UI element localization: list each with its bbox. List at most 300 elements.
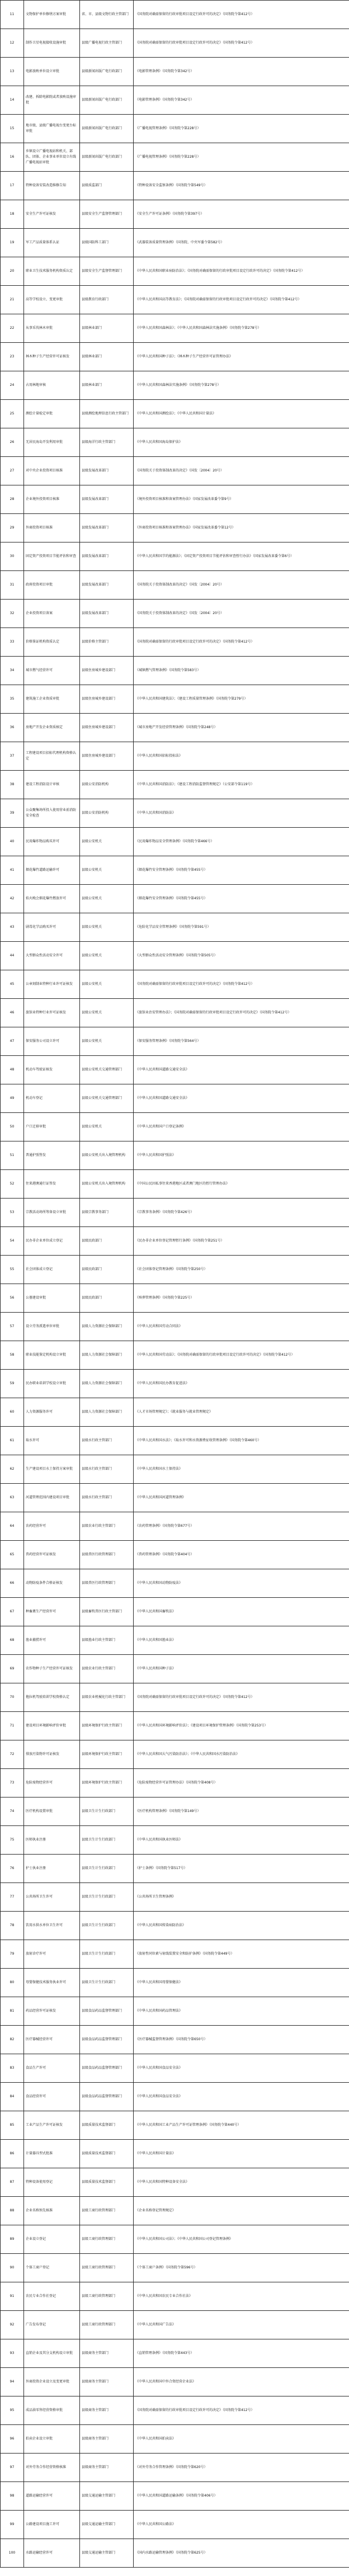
implementing-department: 县级工商行政管理部门 (80, 2197, 134, 2225)
table-row (1, 1256, 349, 1284)
legal-basis: 《国务院对确需保留的行政审批项目设定行政许可的决定》（国务院令第412号） (134, 970, 349, 999)
item-name: 公墓建设审批 (24, 1284, 80, 1313)
row-number: 58 (1, 1341, 24, 1370)
implementing-department: 县级水行政主管部门 (80, 1484, 134, 1512)
item-name: 直销企业及其分支机构设立审批 (24, 2339, 80, 2368)
row-number: 44 (1, 942, 24, 970)
implementing-department: 县级民政部门 (80, 1227, 134, 1256)
implementing-department: 县级食品药品监督管理部门 (80, 1997, 134, 2026)
legal-basis: 《中华人民共和国护照法》 (134, 1141, 349, 1170)
table-row (1, 2254, 349, 2282)
legal-basis: 《国务院对确需保留的行政审批项目设定行政许可的决定》（国务院令第412号） (134, 1, 349, 29)
row-number: 32 (1, 600, 24, 628)
implementing-department: 县级公安机关 (80, 999, 134, 1027)
row-number: 11 (1, 1, 24, 29)
table-row (1, 1199, 349, 1227)
implementing-department: 县级公安机关 (80, 885, 134, 913)
table-row (1, 657, 349, 685)
implementing-department: 县级安全生产监督管理部门 (80, 257, 134, 286)
table-row (1, 1113, 349, 1141)
row-number: 31 (1, 571, 24, 600)
table-row (1, 286, 349, 314)
row-number: 26 (1, 428, 24, 457)
row-number: 82 (1, 2026, 24, 2054)
table-row (1, 485, 349, 514)
row-number: 87 (1, 2168, 24, 2197)
table-row (1, 428, 349, 457)
table-row (1, 2225, 349, 2254)
row-number: 89 (1, 2225, 24, 2254)
legal-basis: 《中华人民共和国测绘法》；《中华人民共和国计量法》 (134, 400, 349, 428)
legal-basis: 《中华人民共和国消防法》 (134, 799, 349, 828)
table-row (1, 86, 349, 115)
table-row (1, 1883, 349, 1912)
legal-basis: 《中华人民共和国招标投标法》 (134, 742, 349, 771)
implementing-department: 县级海洋行政主管部门 (80, 428, 134, 457)
table-row (1, 1997, 349, 2026)
table-row (1, 2026, 349, 2054)
implementing-department: 县级新闻出版广电行政部门 (80, 115, 134, 143)
item-name: 医疗机构设置审批 (24, 1797, 80, 1826)
implementing-department: 县级公安机关 (80, 1027, 134, 1056)
implementing-department: 县级卫生计生行政部门 (80, 1912, 134, 1940)
row-number: 85 (1, 2111, 24, 2140)
legal-basis: 《中华人民共和国种子法》 (134, 1655, 349, 1683)
row-number: 70 (1, 1683, 24, 1712)
row-number: 24 (1, 371, 24, 400)
legal-basis: 《烟花爆竹安全管理条例》（国务院令第455号） (134, 885, 349, 913)
row-number: 88 (1, 2197, 24, 2225)
approval-items-body (1, 1, 349, 2568)
table-row (1, 172, 349, 200)
implementing-department: 县级兽医行政管理部门 (80, 1541, 134, 1569)
implementing-department: 县级人力资源社会保障部门 (80, 1370, 134, 1398)
table-row (1, 1056, 349, 1084)
item-name: 文物保护单位修缮方案审批 (24, 1, 80, 29)
item-name: 建筑施工企业资质审批 (24, 685, 80, 714)
item-name: 拍卖企业设立审批 (24, 2425, 80, 2454)
item-name: 高等学校设立、变更审批 (24, 286, 80, 314)
implementing-department: 县级发展改革部门 (80, 600, 134, 628)
implementing-department: 县级人力资源社会保障部门 (80, 1313, 134, 1341)
table-row (1, 1541, 349, 1569)
row-number: 80 (1, 1969, 24, 1997)
item-name: 医师执业注册 (24, 1826, 80, 1855)
legal-basis: 《中华人民共和国劳动法》；《国务院对确需保留的行政审批项目设定行政许可的决定》（国务院令第412号） (134, 1341, 349, 1370)
row-number: 50 (1, 1113, 24, 1141)
legal-basis: 《企业名称登记管理规定》 (134, 2197, 349, 2225)
implementing-department: 县级国防科工部门 (80, 229, 134, 257)
legal-basis: 《旅馆业治安管理办法》；《国务院对确需保留的行政审批项目设定行政许可的决定》（国务院令第412号） (134, 999, 349, 1027)
implementing-department: 县级教育行政部门 (80, 286, 134, 314)
item-name: 改建、拆除电影院或者放映设施审批 (24, 86, 80, 115)
item-name: 种畜禽生产经营许可 (24, 1598, 80, 1626)
item-name: 林木种子生产经营许可证核发 (24, 343, 80, 371)
legal-basis: 《人才市场管理规定》；《就业服务与就业管理规定》 (134, 1398, 349, 1427)
item-name: 宗教活动场所筹备设立审批 (24, 1199, 80, 1227)
row-number: 45 (1, 970, 24, 999)
implementing-department: 县级新闻出版广电行政部门 (80, 58, 134, 86)
item-name: 民办职业培训学校设立审批 (24, 1370, 80, 1398)
implementing-department: 县级工商行政管理部门 (80, 2254, 134, 2282)
legal-basis: 《直销管理条例》（国务院令第443号） (134, 2339, 349, 2368)
item-name: 地市级、县级广播电视台变更台标审批 (24, 115, 80, 143)
implementing-department: 县级人力资源社会保障部门 (80, 1398, 134, 1427)
table-row (1, 771, 349, 799)
legal-basis: 《中华人民共和国劳动合同法》 (134, 1313, 349, 1341)
table-row (1, 1655, 349, 1683)
table-row (1, 1398, 349, 1427)
implementing-department: 县级安全生产监督管理部门 (80, 200, 134, 229)
table-row (1, 229, 349, 257)
table-row (1, 1284, 349, 1313)
row-number: 73 (1, 1769, 24, 1797)
row-number: 27 (1, 457, 24, 485)
item-name: 放射诊疗许可 (24, 1940, 80, 1969)
item-name: 个体工商户登记 (24, 2254, 80, 2282)
legal-basis: 《境外投资项目核准和备案管理办法》（国家发展改革委令第9号） (134, 485, 349, 514)
item-name: 企业境外投资项目核准 (24, 485, 80, 514)
legal-basis: 《中华人民共和国工业产品生产许可证管理条例》（国务院令第440号） (134, 2111, 349, 2140)
item-name: 职业技能鉴定机构设立审批 (24, 1341, 80, 1370)
legal-basis: 《中华人民共和国河道管理条例》 (134, 1484, 349, 1512)
legal-basis: 《国务院关于投资体制改革的决定》（国发〔2004〕20号） (134, 457, 349, 485)
legal-basis: 《中华人民共和国农民专业合作社法》 (134, 2282, 349, 2311)
row-number: 61 (1, 1427, 24, 1455)
table-row (1, 1683, 349, 1712)
row-number: 49 (1, 1084, 24, 1113)
implementing-department: 县级公安机关 (80, 828, 134, 856)
row-number: 30 (1, 542, 24, 571)
legal-basis: 《中华人民共和国食品安全法》 (134, 2054, 349, 2083)
legal-basis: 《医疗机构管理条例》（国务院令第149号） (134, 1797, 349, 1826)
legal-basis: 《中华人民共和国传染病防治法》 (134, 1912, 349, 1940)
item-name: 对外劳务合作经营资格核准 (24, 2454, 80, 2482)
legal-basis: 《大型群众性活动安全管理条例》（国务院令第505号） (134, 942, 349, 970)
row-number: 99 (1, 2511, 24, 2539)
row-number: 19 (1, 229, 24, 257)
row-number: 12 (1, 29, 24, 58)
row-number: 36 (1, 714, 24, 742)
row-number: 52 (1, 1170, 24, 1199)
legal-basis: 《兽药管理条例》（国务院令第404号） (134, 1541, 349, 1569)
item-name: 水路运输经营许可 (24, 2539, 80, 2568)
item-name: 军工产品质量体系认证 (24, 229, 80, 257)
table-row (1, 400, 349, 428)
row-number: 28 (1, 485, 24, 514)
legal-basis: 《中华人民共和国节约能源法》；《固定资产投资项目节能评估和审查暂行办法》（国家发展改革委令第6号） (134, 542, 349, 571)
implementing-department: 县级环境保护行政主管部门 (80, 1740, 134, 1769)
row-number: 93 (1, 2339, 24, 2368)
row-number: 33 (1, 628, 24, 657)
implementing-department: 县级广播电视行政主管部门 (80, 29, 134, 58)
implementing-department: 县级宗教事务部门 (80, 1199, 134, 1227)
table-row (1, 1027, 349, 1056)
legal-basis: 《放射性同位素与射线装置安全和防护条例》（国务院令第449号） (134, 1940, 349, 1969)
implementing-department: 省、市、县级文物行政主管部门 (80, 1, 134, 29)
item-name: 成品油零售经营资格审批 (24, 2396, 80, 2425)
item-name: 固定资产投资项目节能评估和审查 (24, 542, 80, 571)
item-name: 护士执业注册 (24, 1855, 80, 1883)
legal-basis: 《烟花爆竹安全管理条例》（国务院令第455号） (134, 856, 349, 885)
table-row (1, 2282, 349, 2311)
table-row (1, 2168, 349, 2197)
table-row (1, 1855, 349, 1883)
row-number: 76 (1, 1855, 24, 1883)
table-row (1, 1170, 349, 1199)
table-row (1, 2425, 349, 2454)
table-row (1, 913, 349, 942)
item-name: 价格鉴证机构资质认定 (24, 628, 80, 657)
table-row (1, 1370, 349, 1398)
legal-basis: 《国务院对确需保留的行政审批项目设定行政许可的决定》（国务院令第412号） (134, 628, 349, 657)
row-number: 53 (1, 1199, 24, 1227)
implementing-department: 县级公安机关 (80, 1113, 134, 1141)
row-number: 67 (1, 1598, 24, 1626)
legal-basis: 《国务院对确需保留的行政审批项目设定行政许可的决定》（国务院令第412号） (134, 1683, 349, 1712)
implementing-department: 县级公安消防机构 (80, 771, 134, 799)
table-row (1, 115, 349, 143)
implementing-department: 县级工商行政管理部门 (80, 2225, 134, 2254)
table-row (1, 1826, 349, 1855)
legal-basis: 《护士条例》（国务院令第517号） (134, 1855, 349, 1883)
item-name: 农药经营许可 (24, 1512, 80, 1541)
item-name: 企业设立登记 (24, 2225, 80, 2254)
table-row (1, 1512, 349, 1541)
implementing-department: 县级农业行政主管部门 (80, 1512, 134, 1541)
legal-basis: 《中华人民共和国畜牧法》 (134, 1598, 349, 1626)
item-name: 政府投资项目审批 (24, 571, 80, 600)
item-name: 食品生产许可 (24, 2054, 80, 2083)
implementing-department: 县级卫生计生行政部门 (80, 1826, 134, 1855)
item-name: 户口迁移审批 (24, 1113, 80, 1141)
item-name: 剧毒化学品购买许可 (24, 913, 80, 942)
implementing-department: 县级畜牧兽医行政主管部门 (80, 1598, 134, 1626)
row-number: 35 (1, 685, 24, 714)
row-number: 81 (1, 1997, 24, 2026)
implementing-department: 县级质量技术监督部门 (80, 2140, 134, 2168)
item-name: 乡镇设立广播电视站和机关、部队、团体、企业事业单位设立有线广播电视站审批 (24, 143, 80, 172)
table-row (1, 2339, 349, 2368)
table-row (1, 2140, 349, 2168)
legal-basis: 《中华人民共和国动物防疫法》 (134, 1569, 349, 1598)
item-name: 社会团体成立登记 (24, 1256, 80, 1284)
implementing-department: 县级卫生计生行政部门 (80, 1797, 134, 1826)
row-number: 48 (1, 1056, 24, 1084)
table-row (1, 2368, 349, 2396)
item-name: 对中央企业投资项目核准 (24, 457, 80, 485)
implementing-department: 县级住房城乡建设部门 (80, 685, 134, 714)
table-row (1, 1341, 349, 1370)
item-name: 民办非企业单位成立登记 (24, 1227, 80, 1256)
legal-basis: 《危险废物经营许可证管理办法》（国务院令第408号） (134, 1769, 349, 1797)
legal-basis: 《中华人民共和国消防法》；《建设工程消防监督管理规定》（公安部令第119号） (134, 771, 349, 799)
row-number: 41 (1, 856, 24, 885)
legal-basis: 《医疗器械监督管理条例》（国务院令第650号） (134, 2026, 349, 2054)
row-number: 96 (1, 2425, 24, 2454)
table-row (1, 200, 349, 229)
table-row (1, 29, 349, 58)
table-row (1, 942, 349, 970)
implementing-department: 县级环境保护行政主管部门 (80, 1712, 134, 1740)
legal-basis: 《中华人民共和国建筑法》；《建设工程质量管理条例》（国务院令第279号） (134, 685, 349, 714)
item-name: 机动车登记 (24, 1084, 80, 1113)
table-row (1, 343, 349, 371)
item-name: 保安服务公司设立许可 (24, 1027, 80, 1056)
implementing-department: 县级商务主管部门 (80, 2454, 134, 2482)
table-row (1, 1141, 349, 1170)
legal-basis: 《中华人民共和国拍卖法》 (134, 2425, 349, 2454)
implementing-department: 县级新闻出版广电行政部门 (80, 143, 134, 172)
implementing-department: 县级公安消防机构 (80, 799, 134, 828)
legal-basis: 《城市房地产开发经营管理条例》（国务院令第248号） (134, 714, 349, 742)
row-number: 16 (1, 143, 24, 172)
legal-basis: 《中华人民共和国道路交通安全法》 (134, 1056, 349, 1084)
item-name: 旅馆业特种行业许可证核发 (24, 999, 80, 1027)
table-row (1, 2454, 349, 2482)
item-name: 拖拉机驾驶培训学校资格认定 (24, 1683, 80, 1712)
legal-basis: 《安全生产许可证条例》（国务院令第397号） (134, 200, 349, 229)
item-name: 企业名称预先核准 (24, 2197, 80, 2225)
item-name: 河道管理范围内建设项目审批 (24, 1484, 80, 1512)
table-row (1, 2083, 349, 2111)
implementing-department: 县级卫生计生行政部门 (80, 1969, 134, 1997)
row-number: 59 (1, 1370, 24, 1398)
implementing-department: 县级价格主管部门 (80, 628, 134, 657)
item-name: 制作卫星电视接收设施审批 (24, 29, 80, 58)
row-number: 60 (1, 1398, 24, 1427)
table-row (1, 58, 349, 86)
implementing-department: 县级渔业行政主管部门 (80, 1626, 134, 1655)
row-number: 39 (1, 799, 24, 828)
table-row (1, 1484, 349, 1512)
implementing-department: 县级工商行政管理部门 (80, 2282, 134, 2311)
legal-basis: 《社会团体登记管理条例》（国务院令第250号） (134, 1256, 349, 1284)
legal-basis: 《中华人民共和国母婴保健法》 (134, 1969, 349, 1997)
implementing-department: 县级农业机械化行政主管部门 (80, 1683, 134, 1712)
implementing-department: 县级农业行政主管部门 (80, 1655, 134, 1683)
table-row (1, 1598, 349, 1626)
implementing-department: 县级公安机关 (80, 942, 134, 970)
row-number: 40 (1, 828, 24, 856)
row-number: 98 (1, 2482, 24, 2511)
table-row (1, 2511, 349, 2539)
item-name: 农作物种子生产经营许可证核发 (24, 1655, 80, 1683)
row-number: 34 (1, 657, 24, 685)
table-row (1, 999, 349, 1027)
item-name: 动物防疫条件合格证核发 (24, 1569, 80, 1598)
item-name: 职业卫生技术服务机构资质认定 (24, 257, 80, 286)
implementing-department: 县级公安机关 (80, 913, 134, 942)
legal-basis: 《电影管理条例》（国务院令第342号） (134, 86, 349, 115)
legal-basis: 《个体工商户条例》（国务院令第596号） (134, 2254, 349, 2282)
implementing-department: 县级发展改革部门 (80, 457, 134, 485)
row-number: 97 (1, 2454, 24, 2482)
legal-basis: 《中华人民共和国公路法》 (134, 2511, 349, 2539)
legal-basis: 《国务院对确需保留的行政审批项目设定行政许可的决定》（国务院令第412号） (134, 29, 349, 58)
table-row (1, 2054, 349, 2083)
legal-basis: 《中华人民共和国药品管理法》 (134, 1997, 349, 2026)
row-number: 18 (1, 200, 24, 229)
row-number: 86 (1, 2140, 24, 2168)
legal-basis: 《中华人民共和国民办教育促进法》 (134, 1370, 349, 1398)
legal-basis: 《中华人民共和国高等教育法》；《国务院对确需保留的行政审批项目设定行政许可的决定》（国务院令第412号） (134, 286, 349, 314)
legal-basis: 《电影管理条例》（国务院令第342号） (134, 58, 349, 86)
row-number: 69 (1, 1655, 24, 1683)
legal-basis: 《国务院关于投资体制改革的决定》（国发〔2004〕20号） (134, 571, 349, 600)
table-row (1, 257, 349, 286)
implementing-department: 县级民政部门 (80, 1256, 134, 1284)
row-number: 14 (1, 86, 24, 115)
table-row (1, 1427, 349, 1455)
item-name: 母婴保健技术服务执业许可 (24, 1969, 80, 1997)
table-row (1, 685, 349, 714)
table-row (1, 799, 349, 828)
table-row (1, 1797, 349, 1826)
table-row (1, 314, 349, 343)
table-row (1, 457, 349, 485)
implementing-department: 县级林业部门 (80, 371, 134, 400)
item-name: 普通护照签发 (24, 1141, 80, 1170)
row-number: 25 (1, 400, 24, 428)
item-name: 设立劳务派遣单位审批 (24, 1313, 80, 1341)
row-number: 65 (1, 1541, 24, 1569)
legal-basis: 《中华人民共和国渔业法》 (134, 1626, 349, 1655)
table-row (1, 1313, 349, 1341)
item-name: 企业投资项目备案 (24, 600, 80, 628)
row-number: 62 (1, 1455, 24, 1484)
legal-basis: 《中华人民共和国公司法》；《中华人民共和国公司登记管理条例》 (134, 2225, 349, 2254)
legal-basis: 《中华人民共和国道路运输条例》（国务院令第406号） (134, 2482, 349, 2511)
implementing-department: 县级住房城乡建设部门 (80, 742, 134, 771)
implementing-department: 县级交通运输主管部门 (80, 2539, 134, 2568)
row-number: 79 (1, 1940, 24, 1969)
item-name: 焰火晚会烟花爆竹燃放许可 (24, 885, 80, 913)
row-number: 42 (1, 885, 24, 913)
legal-basis: 《武器装备质量管理条例》（国务院、中央军委令第582号） (134, 229, 349, 257)
legal-basis: 《中华人民共和国户口登记条例》 (134, 1113, 349, 1141)
table-row (1, 1084, 349, 1113)
table-row (1, 1940, 349, 1969)
row-number: 90 (1, 2254, 24, 2282)
implementing-department: 县级食品药品监督管理部门 (80, 2054, 134, 2083)
item-name: 危险废物经营许可 (24, 1769, 80, 1797)
item-name: 特种设备使用登记 (24, 2168, 80, 2197)
table-row (1, 885, 349, 913)
item-name: 民用爆炸物品购买许可 (24, 828, 80, 856)
row-number: 13 (1, 58, 24, 86)
item-name: 公章刻制业特种行业许可证核发 (24, 970, 80, 999)
row-number: 38 (1, 771, 24, 799)
table-row (1, 1740, 349, 1769)
legal-basis: 《中国公民因私事往来香港地区或者澳门地区的暂行管理办法》 (134, 1170, 349, 1199)
item-name: 建设工程消防设计审核 (24, 771, 80, 799)
implementing-department: 县级商务主管部门 (80, 2368, 134, 2396)
item-name: 占用林地审核 (24, 371, 80, 400)
implementing-department: 县级质量技术监督部门 (80, 2111, 134, 2140)
item-name: 大型群众性活动安全许可 (24, 942, 80, 970)
implementing-department: 县级发展改革部门 (80, 485, 134, 514)
row-number: 66 (1, 1569, 24, 1598)
implementing-department: 县级发展改革部门 (80, 571, 134, 600)
implementing-department: 县级交通运输主管部门 (80, 2482, 134, 2511)
table-row (1, 1712, 349, 1740)
implementing-department: 县级发展改革部门 (80, 542, 134, 571)
row-number: 20 (1, 257, 24, 286)
row-number: 22 (1, 314, 24, 343)
legal-basis: 《农药管理条例》（国务院令第677号） (134, 1512, 349, 1541)
legal-basis: 《中华人民共和国海岛保护法》 (134, 428, 349, 457)
